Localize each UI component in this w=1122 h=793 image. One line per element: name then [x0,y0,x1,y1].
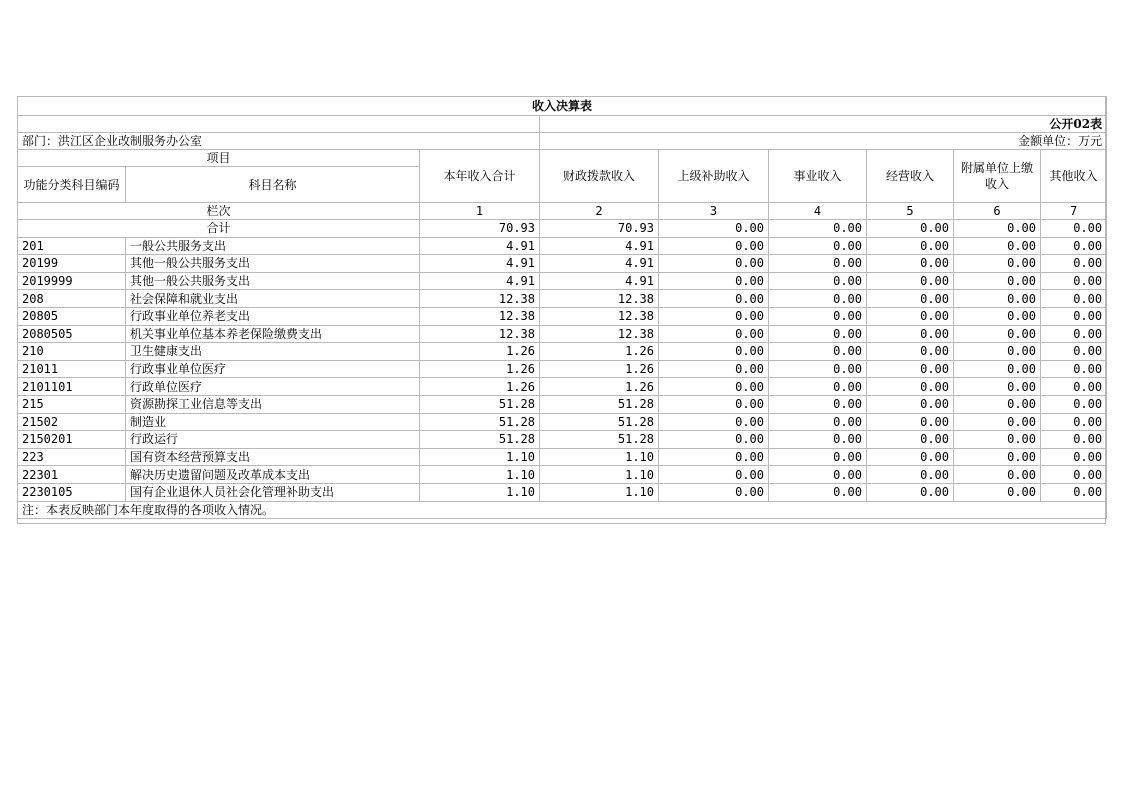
row-value: 0.00 [659,483,769,501]
row-value: 0.00 [659,448,769,466]
header-col-4: 事业收入 [769,150,867,203]
row-code: 21502 [18,413,126,431]
table-note: 注：本表反映部门本年度取得的各项收入情况。 [18,501,1107,518]
row-value: 0.00 [954,431,1041,449]
row-value: 0.00 [769,378,867,396]
row-code: 208 [18,290,126,308]
column-number-label: 栏次 [18,203,420,220]
row-code: 2150201 [18,431,126,449]
total-value: 0.00 [867,220,954,238]
row-value: 0.00 [769,307,867,325]
row-value: 12.38 [420,307,540,325]
row-value: 0.00 [659,466,769,484]
row-value: 0.00 [867,290,954,308]
row-value: 0.00 [769,448,867,466]
header-col-7: 其他收入 [1041,150,1107,203]
table-row [18,413,1107,431]
row-code: 2101101 [18,378,126,396]
row-value: 0.00 [659,272,769,290]
total-value: 0.00 [1041,220,1107,238]
header-item: 项目 [18,150,420,167]
table-row [18,466,1107,484]
table-title: 收入决算表 [18,97,1107,116]
row-name: 其他一般公共服务支出 [126,272,420,290]
header-col-5: 经营收入 [867,150,954,203]
column-number: 5 [867,203,954,220]
row-value: 0.00 [769,272,867,290]
row-value: 0.00 [1041,343,1107,361]
row-value: 0.00 [867,360,954,378]
row-value: 0.00 [954,343,1041,361]
row-value: 1.26 [540,378,659,396]
row-value: 1.10 [540,448,659,466]
row-value: 0.00 [659,255,769,273]
table-row [18,395,1107,413]
row-value: 0.00 [867,343,954,361]
row-value: 0.00 [1041,237,1107,255]
row-value: 0.00 [954,448,1041,466]
row-value: 51.28 [540,395,659,413]
row-name: 解决历史遗留问题及改革成本支出 [126,466,420,484]
row-value: 4.91 [420,237,540,255]
row-code: 2019999 [18,272,126,290]
row-value: 0.00 [954,272,1041,290]
row-value: 0.00 [1041,431,1107,449]
row-value: 0.00 [659,413,769,431]
row-value: 0.00 [659,360,769,378]
row-value: 1.26 [540,360,659,378]
row-value: 12.38 [420,290,540,308]
row-value: 0.00 [769,413,867,431]
row-value: 1.10 [540,483,659,501]
table-row [18,307,1107,325]
column-number: 6 [954,203,1041,220]
row-value: 0.00 [1041,448,1107,466]
row-value: 0.00 [769,290,867,308]
row-value: 0.00 [769,343,867,361]
row-value: 0.00 [659,237,769,255]
row-value: 0.00 [954,413,1041,431]
row-value: 0.00 [954,325,1041,343]
row-value: 51.28 [540,431,659,449]
table-row [18,290,1107,308]
row-code: 201 [18,237,126,255]
row-value: 0.00 [954,307,1041,325]
row-name: 制造业 [126,413,420,431]
table-row [18,237,1107,255]
row-value: 0.00 [954,483,1041,501]
row-value: 12.38 [540,290,659,308]
row-value: 0.00 [1041,255,1107,273]
row-code: 20199 [18,255,126,273]
row-value: 1.26 [420,378,540,396]
column-number: 2 [540,203,659,220]
row-value: 0.00 [867,448,954,466]
row-value: 0.00 [659,395,769,413]
row-name: 一般公共服务支出 [126,237,420,255]
row-value: 0.00 [659,343,769,361]
table-row [18,325,1107,343]
row-value: 0.00 [659,307,769,325]
row-value: 0.00 [867,272,954,290]
column-number: 3 [659,203,769,220]
header-col-2: 财政拨款收入 [540,150,659,203]
header-col-3: 上级补助收入 [659,150,769,203]
row-value: 0.00 [1041,325,1107,343]
row-value: 0.00 [1041,413,1107,431]
total-row [18,220,1107,238]
row-value: 1.10 [420,448,540,466]
row-value: 0.00 [867,395,954,413]
row-value: 51.28 [420,413,540,431]
total-value: 0.00 [659,220,769,238]
form-number: 公开02表 [540,116,1107,133]
unit-label: 金额单位：万元 [540,133,1107,150]
row-value: 12.38 [420,325,540,343]
row-value: 0.00 [867,255,954,273]
row-value: 51.28 [540,413,659,431]
row-value: 0.00 [954,395,1041,413]
column-number: 4 [769,203,867,220]
row-value: 0.00 [1041,307,1107,325]
row-value: 0.00 [659,325,769,343]
row-value: 0.00 [659,290,769,308]
row-value: 0.00 [769,237,867,255]
row-value: 0.00 [867,237,954,255]
row-value: 0.00 [867,466,954,484]
row-code: 21011 [18,360,126,378]
row-code: 2230105 [18,483,126,501]
row-value: 0.00 [867,413,954,431]
table-row [18,378,1107,396]
row-value: 0.00 [954,290,1041,308]
department-label: 部门：洪江区企业改制服务办公室 [18,133,540,150]
row-value: 1.10 [540,466,659,484]
row-value: 1.26 [540,343,659,361]
row-value: 0.00 [954,237,1041,255]
row-name: 社会保障和就业支出 [126,290,420,308]
row-value: 0.00 [867,483,954,501]
row-value: 4.91 [540,237,659,255]
total-value: 0.00 [954,220,1041,238]
row-value: 0.00 [659,431,769,449]
row-value: 0.00 [1041,290,1107,308]
table-row [18,255,1107,273]
row-value: 0.00 [769,360,867,378]
row-value: 51.28 [420,431,540,449]
row-name: 行政单位医疗 [126,378,420,396]
row-name: 机关事业单位基本养老保险缴费支出 [126,325,420,343]
row-value: 0.00 [769,466,867,484]
row-value: 1.26 [420,343,540,361]
row-value: 0.00 [769,483,867,501]
table-row [18,448,1107,466]
row-name: 国有企业退休人员社会化管理补助支出 [126,483,420,501]
row-code: 210 [18,343,126,361]
row-value: 0.00 [867,378,954,396]
table-row [18,483,1107,501]
row-value: 51.28 [420,395,540,413]
row-value: 12.38 [540,325,659,343]
row-code: 223 [18,448,126,466]
row-value: 0.00 [954,378,1041,396]
total-value: 70.93 [420,220,540,238]
row-value: 0.00 [659,378,769,396]
row-value: 0.00 [1041,395,1107,413]
row-name: 其他一般公共服务支出 [126,255,420,273]
row-value: 4.91 [420,272,540,290]
table-row [18,431,1107,449]
total-value: 70.93 [540,220,659,238]
row-value: 0.00 [769,431,867,449]
row-name: 行政事业单位养老支出 [126,307,420,325]
table-row [18,272,1107,290]
row-value: 0.00 [954,466,1041,484]
row-value: 1.10 [420,483,540,501]
total-label: 合计 [18,220,420,238]
row-name: 国有资本经营预算支出 [126,448,420,466]
row-value: 0.00 [1041,272,1107,290]
header-code: 功能分类科目编码 [18,167,126,203]
row-name: 资源勘探工业信息等支出 [126,395,420,413]
row-value: 4.91 [540,255,659,273]
row-value: 0.00 [1041,466,1107,484]
row-value: 4.91 [540,272,659,290]
table-row [18,343,1107,361]
row-value: 1.10 [420,466,540,484]
row-value: 0.00 [769,255,867,273]
row-name: 行政事业单位医疗 [126,360,420,378]
header-name: 科目名称 [126,167,420,203]
column-number: 7 [1041,203,1107,220]
column-number: 1 [420,203,540,220]
income-statement-table [17,96,1107,519]
table-row [18,360,1107,378]
row-name: 行政运行 [126,431,420,449]
row-value: 0.00 [1041,483,1107,501]
row-value: 0.00 [954,360,1041,378]
blank-cell [18,116,540,133]
header-col-6: 附属单位上缴收入 [954,150,1041,203]
header-col-1: 本年收入合计 [420,150,540,203]
row-value: 0.00 [769,395,867,413]
row-value: 0.00 [867,307,954,325]
row-value: 0.00 [954,255,1041,273]
row-code: 20805 [18,307,126,325]
row-code: 215 [18,395,126,413]
total-value: 0.00 [769,220,867,238]
row-value: 0.00 [1041,378,1107,396]
row-value: 0.00 [867,431,954,449]
row-value: 0.00 [1041,360,1107,378]
row-code: 2080505 [18,325,126,343]
row-code: 22301 [18,466,126,484]
row-value: 1.26 [420,360,540,378]
row-value: 4.91 [420,255,540,273]
row-name: 卫生健康支出 [126,343,420,361]
row-value: 0.00 [867,325,954,343]
row-value: 12.38 [540,307,659,325]
row-value: 0.00 [769,325,867,343]
